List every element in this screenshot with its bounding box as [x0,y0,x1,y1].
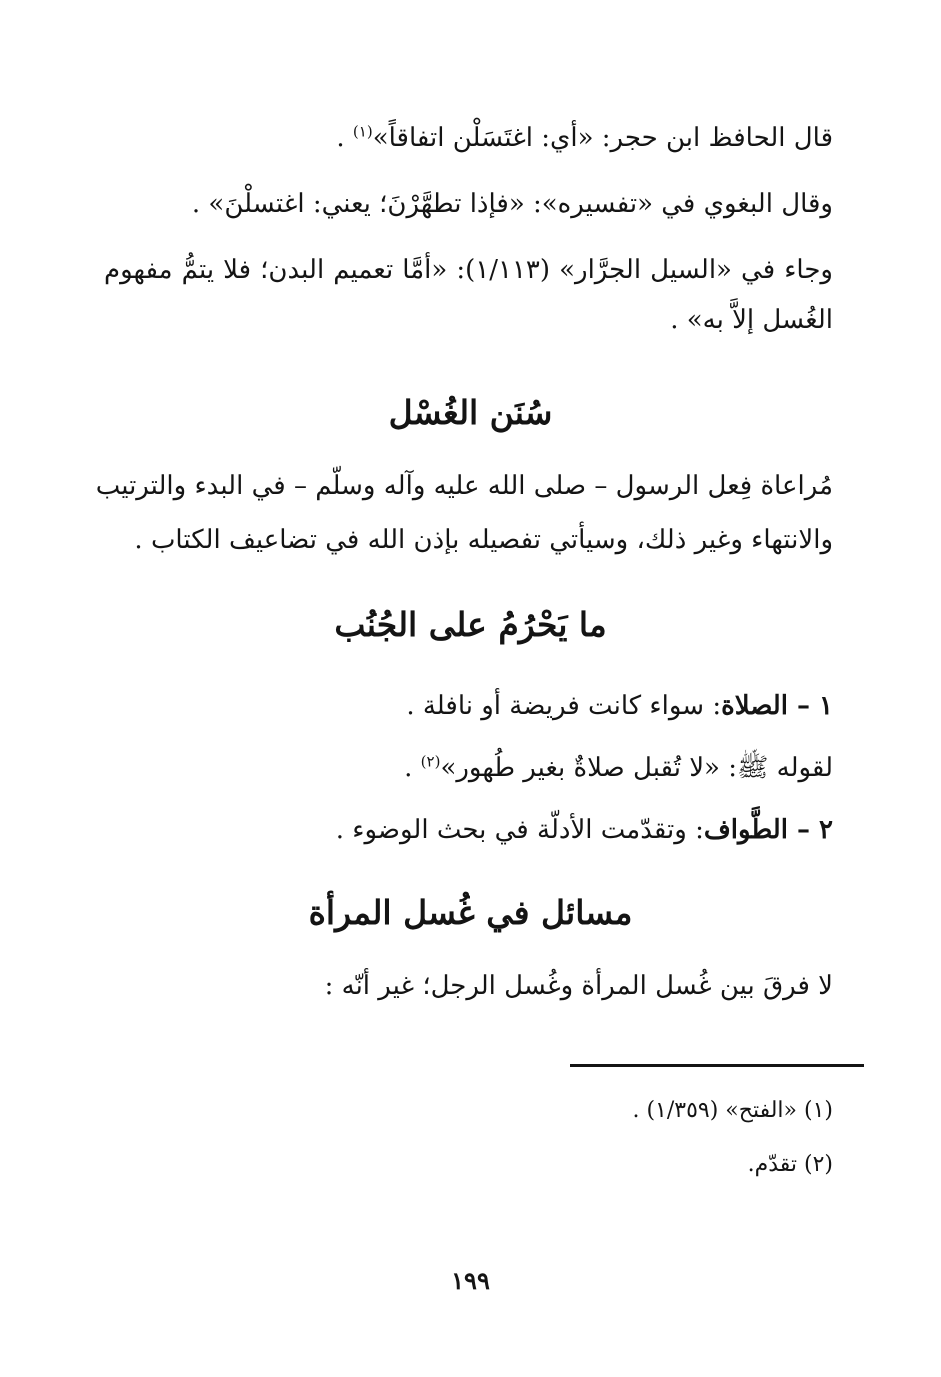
list-item-label: ٢ – الطَّواف [703,815,833,845]
list-item-tawaf [336,810,833,850]
footnote-1: (١) «الفتح» (١/٣٥٩) . [632,1098,833,1123]
list-item-label: ١ – الصلاة [721,691,833,721]
list-item-text: : سواء كانت فريضة أو نافلة . [406,691,722,721]
hadith-evidence [404,748,833,788]
paragraph-ibn-hajar [336,118,833,158]
heading-forbidden-for-junub: ما يَحْرُمُ على الجُنُب [334,605,607,644]
heading-women-ghusl-issues: مسائل في غُسل المرأة [308,893,633,932]
paragraph-text: قال الحافظ ابن حجر: «أي: اغتَسَلْن اتفاقاً» [372,123,833,153]
hadith-end: . [404,753,421,783]
paragraph-sunan-line-1: مُراعاة فِعل الرسول – صلى الله عليه وآله وسلّم – في البدء والترتيب [95,471,833,501]
footnote-divider [570,1064,864,1067]
paragraph-sayl-line-2: الغُسل إلاَّ به» . [670,305,833,335]
paragraph-baghawi: وقال البغوي في «تفسيره»: «فإذا تطهَّرْنَ؛ يعني: اغتسلْنَ» . [191,189,833,219]
hadith-text: لقوله ﷺ: «لا تُقبل صلاةٌ بغير طُهور» [440,753,833,783]
paragraph-no-difference: لا فرقَ بين غُسل المرأة وغُسل الرجل؛ غير أنّه : [324,971,833,1001]
footnote-reference-2: (٢) [420,752,441,771]
list-item-text: : وتقدّمت الأدلّة في بحث الوضوء . [335,815,704,845]
paragraph-end: . [336,123,353,153]
footnote-2: (٢) تقدّم. [747,1152,833,1177]
paragraph-sunan-line-2: والانتهاء وغير ذلك، وسيأتي تفصيله بإذن الله في تضاعيف الكتاب . [134,525,833,555]
footnote-reference-1: (١) [352,122,373,141]
page-number: ١٩٩ [451,1266,490,1295]
paragraph-sayl-line-1: وجاء في «السيل الجرَّار» (١/١١٣): «أمَّا تعميم البدن؛ فلا يتمُّ مفهوم [104,255,833,285]
list-item-prayer [406,686,833,726]
heading-sunan-al-ghusl: سُنَن الغُسْل [388,393,553,432]
